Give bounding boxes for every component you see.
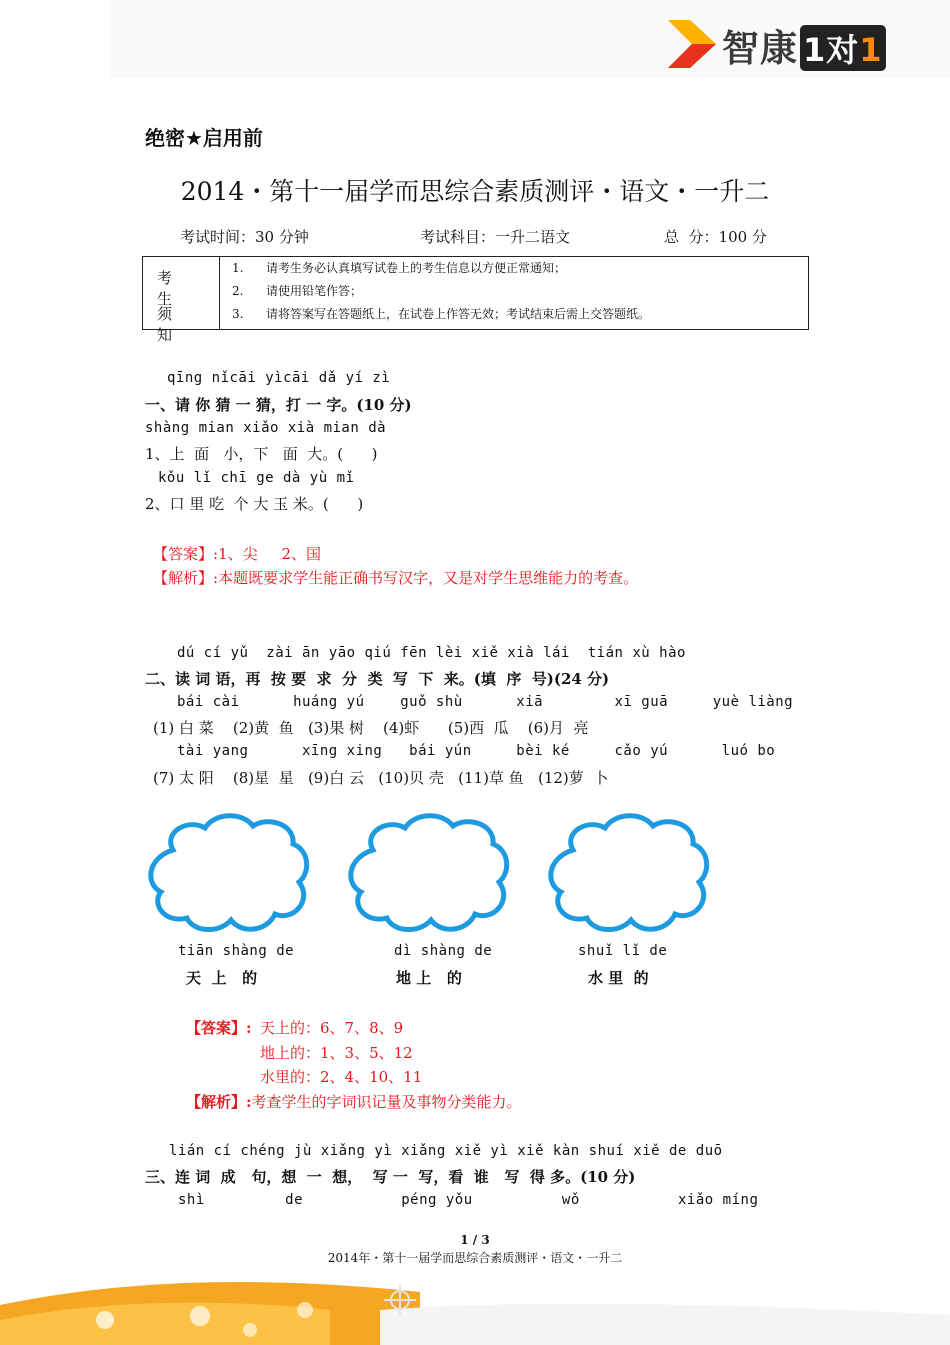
brand-badge — [800, 25, 886, 71]
exam-title: 2014・第十一届学而思综合素质测评・语文・一升二 — [180, 177, 770, 206]
brand-logo — [722, 18, 886, 72]
q1-pinyin: qīng nǐcāi yìcāi dǎ yí zì — [167, 370, 391, 386]
q2-pinyin: dú cí yǔ zài ān yāo qiú fēn lèi xiě xià lái tián xù hào — [177, 645, 686, 661]
q2-row1-pinyin: bái cài huáng yú guǒ shù xiā xī guā yuè liàng — [177, 694, 794, 710]
cloud-label-sky-pinyin: tiān shàng de — [178, 943, 295, 959]
exam-total-score: 总 分：100 分 — [664, 228, 767, 246]
q1-line1: 1、上 面 小，下 面 大。( ) — [145, 445, 378, 463]
brand-logo-icon — [668, 20, 716, 68]
notice-heading-1: 考生 — [157, 269, 191, 308]
q1-line2: 2、口 里 吃 个 大 玉 米。( ) — [145, 495, 364, 513]
q2-analysis: 【解析】:考查学生的字词识记量及事物分类能力。 — [186, 1093, 522, 1111]
exam-subject: 考试科目：一升二语文 — [420, 228, 571, 246]
confidential-mark: 绝密★启用前 — [145, 126, 263, 150]
q2-answer-sky: 天上的：6、7、8、9 — [260, 1019, 404, 1037]
q2-answer-label: 【答案】: — [186, 1019, 252, 1037]
cloud-label-sky: 天 上 的 — [186, 969, 258, 987]
brand-name: 智康 — [722, 27, 798, 70]
notice-table — [142, 256, 809, 344]
notice-heading-2: 须知 — [157, 305, 191, 344]
notice-item: 3. 请将答案写在答题纸上，在试卷上作答无效；考试结束后需上交答题纸。 — [232, 307, 651, 321]
footer-decoration — [0, 1270, 950, 1345]
brand-badge-1: 1 — [803, 31, 827, 69]
q2-title: 二、读 词 语，再 按 要 求 分 类 写 下 来。(填 序 号)(24 分) — [145, 670, 610, 688]
notice-heading — [143, 257, 220, 344]
brand-badge-2: 1 — [859, 31, 883, 69]
notice-items — [220, 257, 809, 330]
cloud-label-water: 水 里 的 — [588, 969, 649, 987]
cloud-label-land: 地 上 的 — [396, 969, 462, 987]
notice-item: 2. 请使用铅笔作答； — [232, 284, 363, 298]
cloud-box-water — [543, 810, 713, 935]
q1-line2-pinyin: kǒu lǐ chī ge dà yù mǐ — [158, 470, 355, 486]
brand-badge-dui: 对 — [826, 31, 860, 69]
q1-line1-pinyin: shàng mian xiǎo xià mian dà — [145, 420, 387, 436]
exam-time: 考试时间：30 分钟 — [180, 228, 309, 246]
q2-answer-water: 水里的：2、4、10、11 — [260, 1068, 423, 1086]
q1-title: 一、请 你 猜 一 猜，打 一 字。(10 分) — [145, 396, 412, 414]
q2-row1: (1) 白 菜 (2)黄 鱼 (3)果 树 (4)虾 (5)西 瓜 (6)月 亮 — [153, 719, 589, 737]
q2-answer-land: 地上的：1、3、5、12 — [260, 1044, 413, 1062]
cloud-box-land — [343, 810, 513, 935]
cloud-label-water-pinyin: shuǐ lǐ de — [578, 943, 668, 959]
cloud-label-land-pinyin: dì shàng de — [394, 943, 493, 959]
footer-title: 2014年・第十一届学而思综合素质测评・语文・一升二 — [327, 1251, 623, 1265]
q1-answer: 【答案】:1、尖 2、国 — [153, 545, 321, 563]
q2-row2-pinyin: tài yang xīng xing bái yún bèi ké cǎo yú luó bo — [177, 743, 776, 759]
q3-pinyin: lián cí chéng jù xiǎng yì xiǎng xiě yì xiě kàn shuí xiě de duō — [169, 1143, 723, 1159]
q1-analysis: 【解析】:本题既要求学生能正确书写汉字，又是对学生思维能力的考查。 — [153, 569, 639, 587]
cloud-box-sky — [143, 810, 313, 935]
notice-item: 1. 请考生务必认真填写试卷上的考生信息以方便正常通知； — [232, 261, 567, 275]
q3-title: 三、连 词 成 句，想 一 想， 写 一 写，看 谁 写 得 多。(10 分) — [145, 1168, 636, 1186]
page-number: 1 / 3 — [460, 1233, 490, 1247]
q2-row2: (7) 太 阳 (8)星 星 (9)白 云 (10)贝 壳 (11)草 鱼 (12)萝 卜 — [153, 769, 609, 787]
q3-words-pinyin: shì de péng yǒu wǒ xiǎo míng — [178, 1192, 759, 1208]
